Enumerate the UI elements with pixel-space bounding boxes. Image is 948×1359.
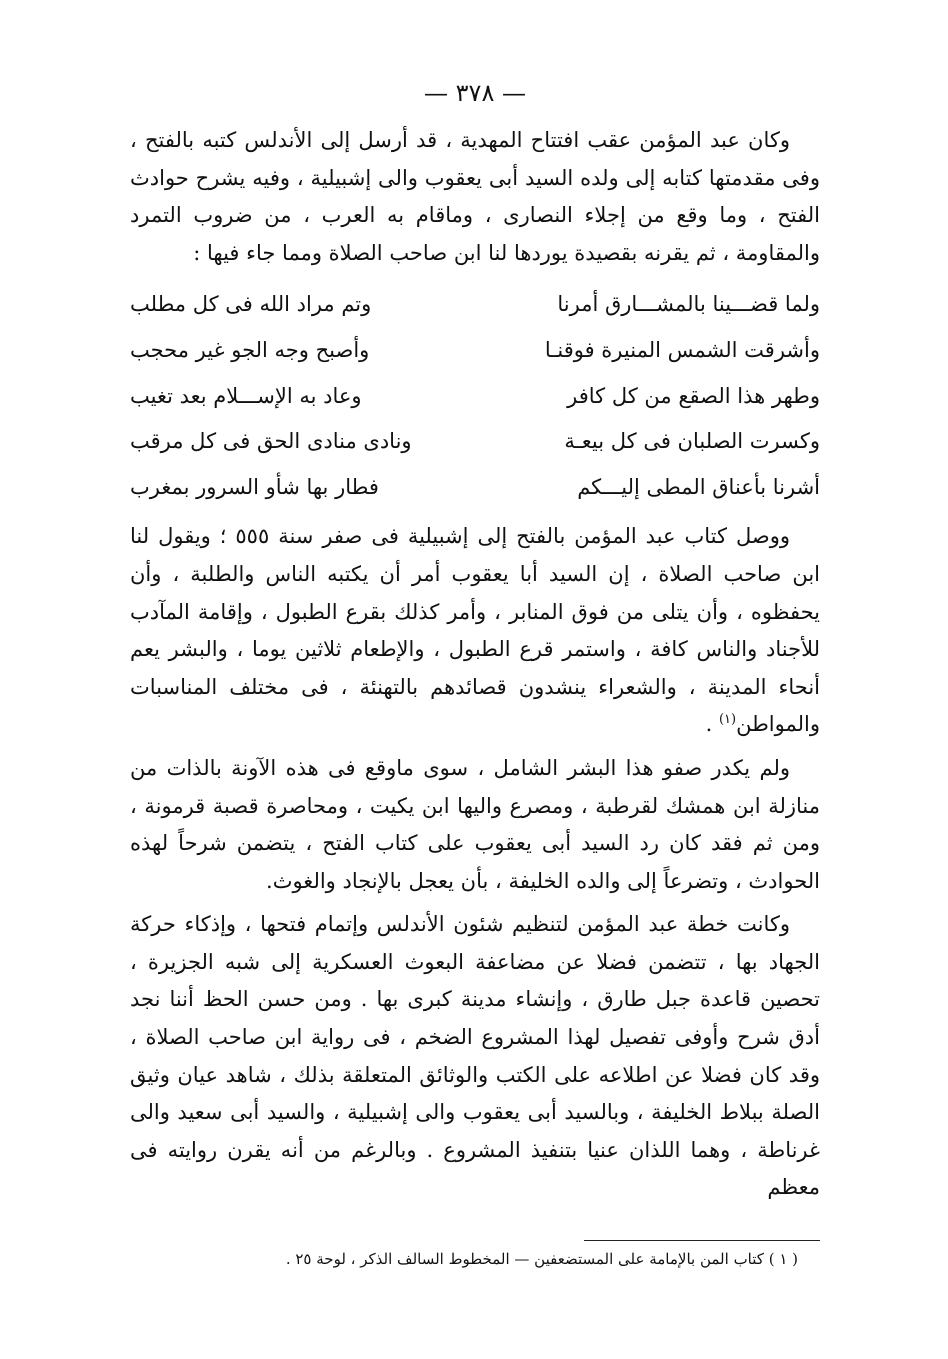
celebration-text: ووصل كتاب عبد المؤمن بالفتح إلى إشبيلية فى صفر سنة ٥٥٥ ؛ ويقول لنا ابن صاحب الصلاة ، إن السيد أبا يعقوب أمر أن يكتبه الناس والطلبة ، وأن يحفظوه ، وأن يتلى من فوق المنابر ، وأمر كذلك بقرع الطبول ، وإقامة المآدب للأجناد والناس كافة ، واستمر قرع الطبول ، والإطعام ثلاثين يوما ، والبشر يعم أنحاء المدينة ، والشعراء ينشدون قصائدهم بالتهنئة ، فى مختلف المناسبات والمواطن bbox=[130, 524, 820, 737]
verse-second-hemistich: وتم مراد الله فى كل مطلب bbox=[130, 292, 372, 317]
verse-second-hemistich: ونادى منادى الحق فى كل مرقب bbox=[130, 429, 412, 454]
page-number: — ٣٧٨ — bbox=[424, 79, 526, 107]
plan-paragraph: وكانت خطة عبد المؤمن لتنظيم شئون الأندلس وإتمام فتحها ، وإذكاء حركة الجهاد بها ، تتضمن فضلا عن مضاعفة البعوث العسكرية إلى شبه الجزيرة ، تحصين قاعدة جبل طارق ، وإنشاء مدينة كبرى بها . ومن حسن الحظ أننا نجد أدق شرح وأوفى تفصيل لهذا المشروع الضخم ، فى رواية ابن صاحب الصلاة ، وقد كان فضلا عن اطلاعه على الكتب والوثائق المتعلقة بذلك ، شاهد عيان وثيق الصلة ببلاط الخليفة ، وبالسيد أبى يعقوب والى إشبيلية ، والسيد أبى سعيد والى غرناطة ، وهما اللذان عنيا بتنفيذ المشروع . وبالرغم من أنه يقرن روايته فى معظم bbox=[130, 912, 820, 1200]
disturbance-paragraph: ولم يكدر صفو هذا البشر الشامل ، سوى ماوقع فى هذه الآونة بالذات من منازلة ابن همشك لقرطبة ، ومصرع واليها ابن يكيت ، ومحاصرة قصبة قرمونة ، ومن ثم فقد كان رد السيد أبى يعقوب على كتاب الفتح ، يتضمن شرحاً لهذه الحوادث ، وتضرعاً إلى والده الخليفة ، بأن يعجل بالإنجاد والغوث. bbox=[130, 755, 820, 893]
verse-first-hemistich: وأشرقت الشمس المنيرة فوقنـا bbox=[544, 337, 820, 362]
verse-first-hemistich: وطهر هذا الصقع من كل كافر bbox=[567, 383, 820, 408]
poem-verse bbox=[130, 419, 820, 465]
poem-verse bbox=[130, 374, 820, 420]
verse-first-hemistich: ولما قضـــينا بالمشـــارق أمرنا bbox=[557, 292, 820, 317]
celebration-text-end: . bbox=[705, 712, 719, 737]
celebration-paragraph bbox=[130, 518, 820, 744]
footnote-divider bbox=[584, 1240, 820, 1241]
poem bbox=[130, 282, 820, 510]
verse-first-hemistich: أشرنا بأعناق المطى إليـــكم bbox=[577, 474, 820, 499]
poem-verse bbox=[130, 465, 820, 511]
verse-first-hemistich: وكسرت الصلبان فى كل بيعـة bbox=[564, 429, 820, 454]
footnote-reference[interactable]: (١) bbox=[718, 712, 737, 728]
intro-paragraph: وكان عبد المؤمن عقب افتتاح المهدية ، قد أرسل إلى الأندلس كتبه بالفتح ، وفى مقدمتها كتابه إلى ولده السيد أبى يعقوب والى إشبيلية ، وفيه يشرح حوادث الفتح ، وما وقع من إجلاء النصارى ، وماقام به العرب ، من ضروب التمرد والمقاومة ، ثم يقرنه بقصيدة يوردها لنا ابن صاحب الصلاة ومما جاء فيها : bbox=[130, 128, 820, 265]
verse-second-hemistich: وعاد به الإســـلام بعد تغيب bbox=[130, 383, 362, 408]
footnote: ( ١ ) كتاب المن بالإمامة على المستضعفين — المخطوط السالف الذكر ، لوحة ٢٥ . bbox=[285, 1250, 798, 1268]
poem-verse bbox=[130, 282, 820, 328]
verse-second-hemistich: وأصبح وجه الجو غير محجب bbox=[130, 337, 370, 362]
poem-verse bbox=[130, 328, 820, 374]
verse-second-hemistich: فطار بها شأو السرور بمغرب bbox=[130, 474, 379, 499]
